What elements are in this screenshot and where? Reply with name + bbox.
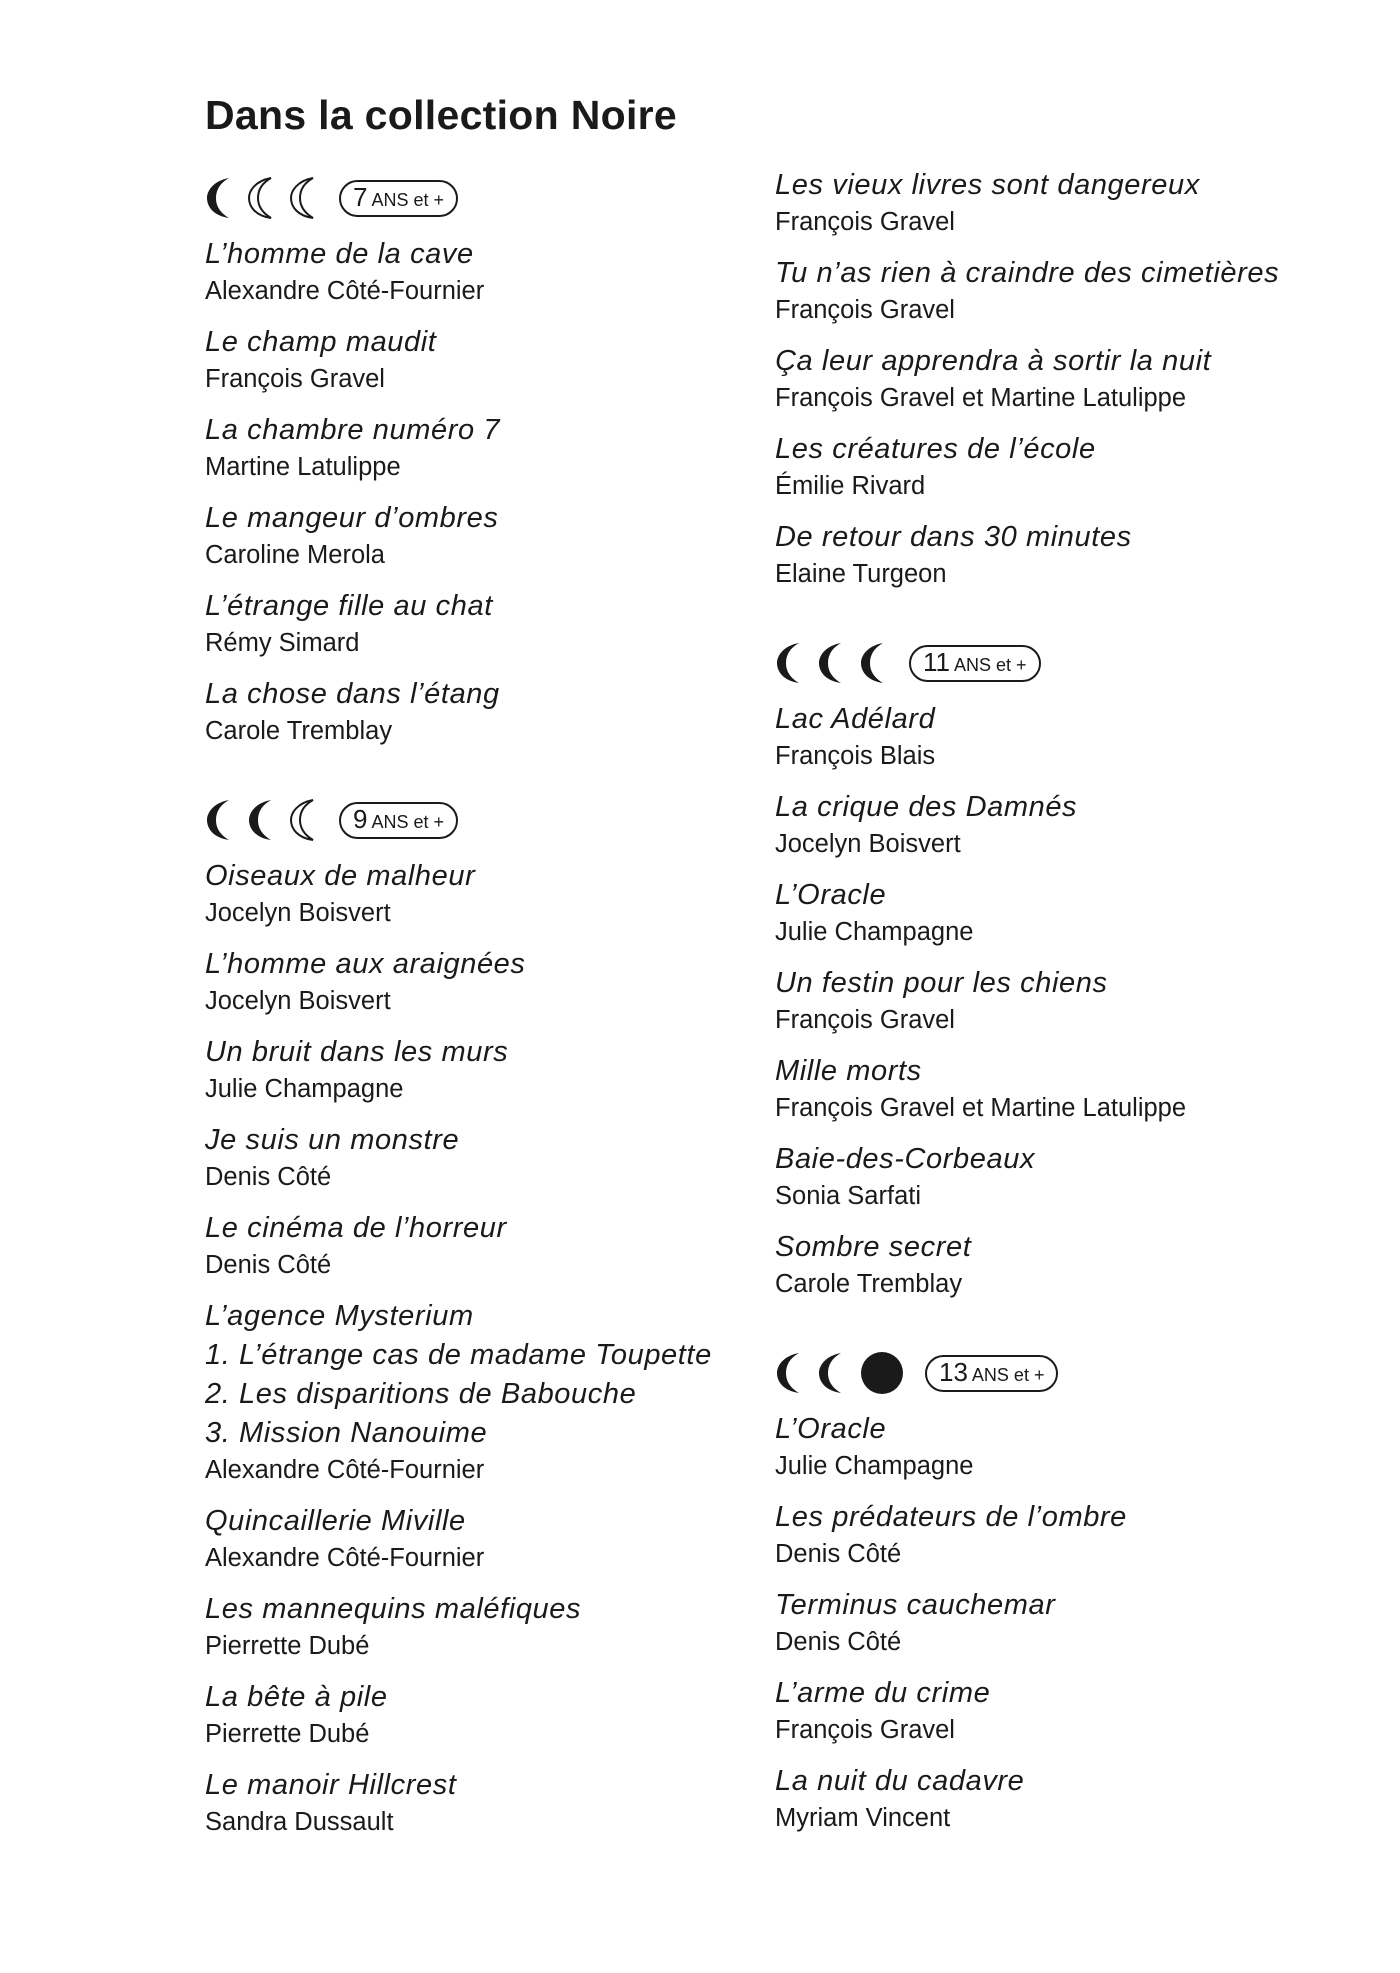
book-title: De retour dans 30 minutes xyxy=(775,521,1132,553)
book-author: Alexandre Côté-Fournier xyxy=(205,1456,485,1484)
moon-filled-icon xyxy=(817,1350,847,1396)
moon-filled-icon xyxy=(205,797,235,843)
book-title: L’étrange fille au chat xyxy=(205,590,493,622)
book-title: Le cinéma de l’horreur xyxy=(205,1212,507,1244)
book-author: Pierrette Dubé xyxy=(205,1632,370,1660)
book-title: La crique des Damnés xyxy=(775,791,1078,823)
book-entry xyxy=(775,429,1375,503)
book-title: Les créatures de l’école xyxy=(775,433,1096,465)
age-badge-text: ANS et + xyxy=(371,811,445,832)
book-title: La chambre numéro 7 xyxy=(205,414,501,446)
book-entry xyxy=(205,1032,805,1106)
moon-filled-icon xyxy=(205,175,235,221)
book-entry xyxy=(775,1227,1375,1301)
book-entry xyxy=(775,1409,1375,1483)
book-author: Denis Côté xyxy=(205,1251,332,1279)
book-title: Baie-des-Corbeaux xyxy=(775,1143,1036,1175)
book-subtitle: 2. Les disparitions de Babouche xyxy=(205,1378,637,1410)
age-badge xyxy=(925,1355,1058,1392)
book-title: L’homme aux araignées xyxy=(205,948,526,980)
book-author: Denis Côté xyxy=(775,1540,902,1568)
book-author: Denis Côté xyxy=(775,1628,902,1656)
book-title: Sombre secret xyxy=(775,1231,972,1263)
book-title: Oiseaux de malheur xyxy=(205,860,476,892)
book-entry xyxy=(205,1765,805,1839)
moon-outline-icon xyxy=(289,175,319,221)
book-list-11 xyxy=(775,699,1375,1301)
age-badge-number: 7 xyxy=(353,181,368,212)
book-list-9 xyxy=(205,856,805,1839)
book-entry xyxy=(775,787,1375,861)
book-author: Myriam Vincent xyxy=(775,1804,951,1832)
book-author: Sandra Dussault xyxy=(205,1808,394,1836)
moon-filled-icon xyxy=(775,640,805,686)
book-list-7 xyxy=(205,234,805,748)
book-author: Carole Tremblay xyxy=(205,717,393,745)
book-title: Je suis un monstre xyxy=(205,1124,460,1156)
moon-filled-icon xyxy=(859,640,889,686)
book-entry xyxy=(775,875,1375,949)
book-author: François Gravel xyxy=(775,1716,955,1744)
moon-outline-icon xyxy=(247,175,277,221)
book-entry xyxy=(205,1677,805,1751)
book-title: Tu n’as rien à craindre des cimetières xyxy=(775,257,1280,289)
moon-rating xyxy=(775,640,901,686)
book-title: Les prédateurs de l’ombre xyxy=(775,1501,1127,1533)
moon-filled-icon xyxy=(247,797,277,843)
age-badge-number: 11 xyxy=(923,646,950,677)
book-subtitle: 1. L’étrange cas de madame Toupette xyxy=(205,1339,712,1371)
moon-filled-icon xyxy=(817,640,847,686)
book-entry xyxy=(775,165,1375,239)
book-title: Un bruit dans les murs xyxy=(205,1036,509,1068)
moon-rating xyxy=(205,175,331,221)
book-entry xyxy=(205,498,805,572)
book-title: Un festin pour les chiens xyxy=(775,967,1108,999)
age-badge-number: 13 xyxy=(939,1356,968,1387)
right-column xyxy=(775,165,1375,1849)
full-moon-icon xyxy=(859,1350,905,1396)
book-entry xyxy=(775,963,1375,1037)
book-author: Alexandre Côté-Fournier xyxy=(205,277,485,305)
book-entry xyxy=(205,1501,805,1575)
book-entry xyxy=(775,1051,1375,1125)
book-title: Le manoir Hillcrest xyxy=(205,1769,457,1801)
book-list-13 xyxy=(775,1409,1375,1835)
book-title: Les vieux livres sont dangereux xyxy=(775,169,1200,201)
book-title: L’homme de la cave xyxy=(205,238,474,270)
book-entry xyxy=(205,322,805,396)
book-author: Jocelyn Boisvert xyxy=(775,830,961,858)
book-entry xyxy=(205,944,805,1018)
book-entry xyxy=(205,1296,805,1487)
age-heading-13 xyxy=(775,1345,1375,1401)
book-entry xyxy=(775,253,1375,327)
age-heading-9 xyxy=(205,792,805,848)
age-badge xyxy=(339,802,458,839)
page-title: Dans la collection Noire xyxy=(205,92,677,138)
book-author: François Gravel xyxy=(775,1006,955,1034)
book-author: François Gravel xyxy=(775,296,955,324)
age-badge xyxy=(339,180,458,217)
book-entry xyxy=(205,234,805,308)
moon-filled-icon xyxy=(775,1350,805,1396)
book-title: Le mangeur d’ombres xyxy=(205,502,499,534)
moon-outline-icon xyxy=(289,797,319,843)
book-author: Jocelyn Boisvert xyxy=(205,987,391,1015)
book-entry xyxy=(205,1589,805,1663)
book-entry xyxy=(775,1585,1375,1659)
book-entry xyxy=(205,856,805,930)
book-entry xyxy=(775,699,1375,773)
book-author: Sonia Sarfati xyxy=(775,1182,922,1210)
age-heading-7 xyxy=(205,170,805,226)
book-subtitle: 3. Mission Nanouime xyxy=(205,1417,488,1449)
book-author: François Gravel xyxy=(775,208,955,236)
book-title: Le champ maudit xyxy=(205,326,437,358)
book-entry xyxy=(205,1120,805,1194)
book-entry xyxy=(775,1673,1375,1747)
book-title: Mille morts xyxy=(775,1055,922,1087)
book-author: Émilie Rivard xyxy=(775,472,926,500)
book-title: L’arme du crime xyxy=(775,1677,991,1709)
book-author: Caroline Merola xyxy=(205,541,385,569)
book-entry xyxy=(775,1139,1375,1213)
book-author: François Gravel et Martine Latulippe xyxy=(775,384,1187,412)
book-entry xyxy=(205,586,805,660)
book-author: Alexandre Côté-Fournier xyxy=(205,1544,485,1572)
age-badge-text: ANS et + xyxy=(371,189,445,210)
book-title: Quincaillerie Miville xyxy=(205,1505,466,1537)
book-entry xyxy=(775,517,1375,591)
book-title: Lac Adélard xyxy=(775,703,936,735)
moon-rating xyxy=(775,1350,917,1396)
age-heading-11 xyxy=(775,635,1375,691)
age-badge-text: ANS et + xyxy=(954,654,1027,675)
book-title: La nuit du cadavre xyxy=(775,1765,1025,1797)
book-title: Ça leur apprendra à sortir la nuit xyxy=(775,345,1212,377)
age-badge xyxy=(909,645,1041,682)
book-author: François Gravel xyxy=(205,365,385,393)
book-entry xyxy=(205,1208,805,1282)
book-author: Julie Champagne xyxy=(775,1452,974,1480)
book-author: Rémy Simard xyxy=(205,629,360,657)
book-title: Les mannequins maléfiques xyxy=(205,1593,582,1625)
book-title: L’Oracle xyxy=(775,879,887,911)
book-author: Julie Champagne xyxy=(205,1075,404,1103)
book-author: Julie Champagne xyxy=(775,918,974,946)
left-column xyxy=(205,170,805,1853)
book-author: Denis Côté xyxy=(205,1163,332,1191)
book-author: Jocelyn Boisvert xyxy=(205,899,391,927)
book-entry xyxy=(775,341,1375,415)
book-author: Pierrette Dubé xyxy=(205,1720,370,1748)
age-badge-text: ANS et + xyxy=(971,1364,1045,1385)
book-title: La bête à pile xyxy=(205,1681,388,1713)
book-title: Terminus cauchemar xyxy=(775,1589,1056,1621)
book-author: Elaine Turgeon xyxy=(775,560,947,588)
moon-rating xyxy=(205,797,331,843)
book-author: François Blais xyxy=(775,742,936,770)
book-author: Martine Latulippe xyxy=(205,453,401,481)
book-entry xyxy=(775,1761,1375,1835)
book-title: L’agence Mysterium xyxy=(205,1300,474,1332)
book-entry xyxy=(205,674,805,748)
book-author: Carole Tremblay xyxy=(775,1270,963,1298)
book-list-7-continued xyxy=(775,165,1375,591)
book-title: L’Oracle xyxy=(775,1413,887,1445)
age-badge-number: 9 xyxy=(353,803,368,834)
book-entry xyxy=(205,410,805,484)
book-title: La chose dans l’étang xyxy=(205,678,500,710)
book-entry xyxy=(775,1497,1375,1571)
book-author: François Gravel et Martine Latulippe xyxy=(775,1094,1187,1122)
